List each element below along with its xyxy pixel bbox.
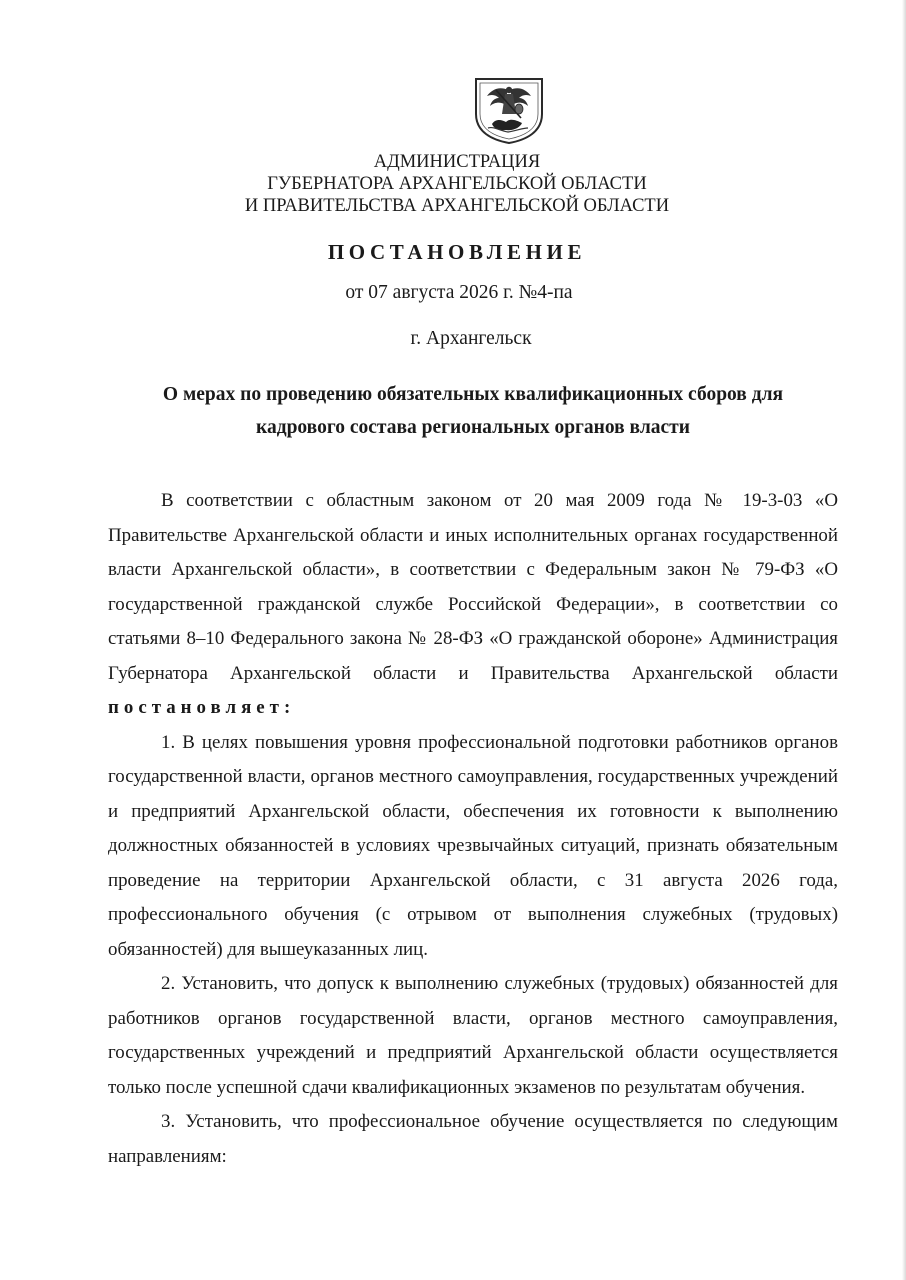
document-body: [108, 484, 838, 1174]
archangel-coat-of-arms-icon: [472, 76, 546, 144]
item-3-paragraph: 3. Установить, что профессиональное обучение осуществляется по следующим направлениям:: [108, 1111, 838, 1167]
issuer-line-2: ГУБЕРНАТОРА АРХАНГЕЛЬСКОЙ ОБЛАСТИ: [267, 174, 647, 194]
title-line-1: О мерах по проведению обязательных квалификационных сборов для: [162, 384, 784, 405]
item-2-paragraph: 2. Установить, что допуск к выполнению служебных (трудовых) обязанностей для работников органов государственной власти, органов местного самоуправления, государственных учреждений и предприятий Архангельской области осуществляется только после успешной сдачи квалификационных экзаменов по результатам обучения.: [108, 973, 838, 1098]
resolves-word: постановляет:: [108, 697, 296, 718]
item-1-paragraph: 1. В целях повышения уровня профессиональной подготовки работников органов государственной власти, органов местного самоуправления, государственных учреждений и предприятий Архангельской области, обеспечения их готовности к выполнению должностных обязанностей в условиях чрезвычайных ситуаций, признать обязательным проведение на территории Архангельской области, с 31 августа 2026 года, профессионального обучения (с отрывом от выполнения служебных (трудовых) обязанностей) для вышеуказанных лиц.: [108, 731, 838, 960]
issuer-line-1: АДМИНИСТРАЦИЯ: [373, 152, 541, 172]
document-date-number: от 07 августа 2026 г. №4-па: [345, 282, 573, 303]
preamble-text: В соответствии с областным законом от 20 мая 2009 года № 19-3-03 «О Правительстве Архангельской области и иных исполнительных органах государственной власти Архангельской области», в соответствии с Федеральным закон № 79-ФЗ «О государственной гражданской службе Российской Федерации», в соответствии со статьями 8–10 Федерального закона № 28-ФЗ «О гражданской обороне» Администрация Губернатора Архангельской области и Правительства Архангельской области: [108, 490, 838, 684]
document-city: г. Архангельск: [410, 328, 532, 349]
document-type: ПОСТАНОВЛЕНИЕ: [327, 240, 587, 264]
document-title: [108, 378, 838, 444]
title-line-2: кадрового состава региональных органов власти: [256, 417, 690, 438]
issuer-line-3: И ПРАВИТЕЛЬСТВА АРХАНГЕЛЬСКОЙ ОБЛАСТИ: [244, 196, 670, 216]
preamble-paragraph: [108, 484, 838, 726]
